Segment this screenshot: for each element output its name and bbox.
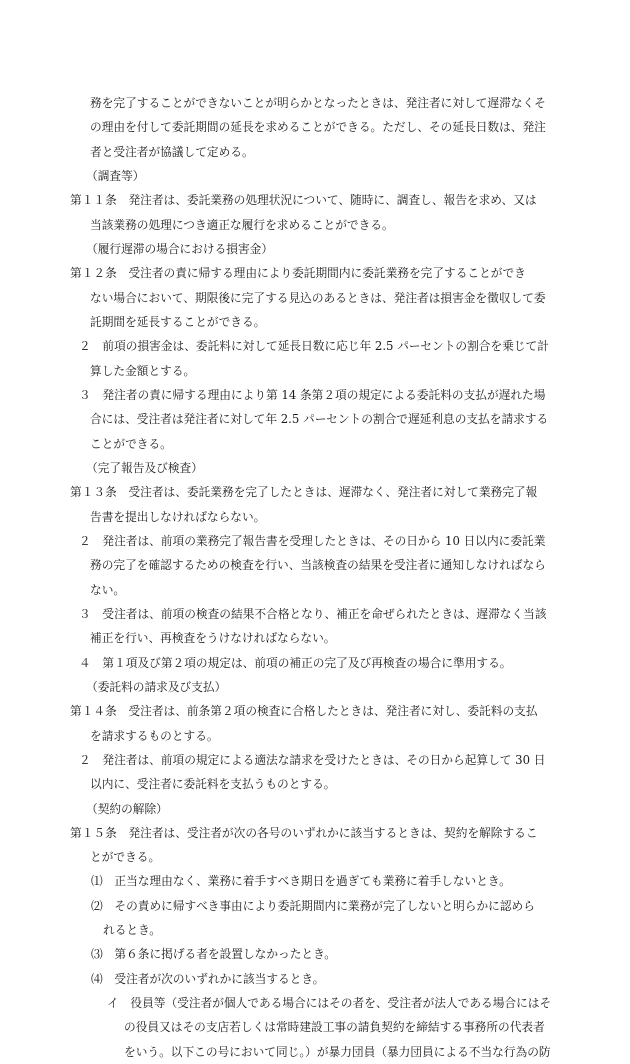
section-heading: （履行遅滞の場合における損害金）	[86, 242, 274, 256]
text-line: ことができる。	[90, 437, 172, 451]
section-heading: （委託料の請求及び支払）	[86, 680, 227, 694]
article-line: 第１５条 発注者は、受注者が次の各号のいずれかに該当するときは、契約を解除するこ	[70, 826, 538, 840]
paragraph-line: ３ 受注者は、前項の検査の結果不合格となり、補正を命ぜられたときは、遅滞なく当該	[79, 607, 547, 621]
text-line: の理由を付して委託期間の延長を求めることができる。ただし、その延長日数は、発注	[90, 120, 546, 134]
text-line: 告書を提出しなければならない。	[90, 510, 266, 524]
section-heading: （完了報告及び検査）	[86, 461, 203, 475]
text-line: 託期間を延長することができる。	[90, 315, 266, 329]
text-line: 合には、受注者は発注者に対して年 2.5 パーセントの割合で遅延利息の支払を請求する	[90, 412, 549, 426]
text-line: を請求するものとする。	[90, 729, 219, 743]
text-line: をいう。以下この号において同じ。）が暴力団員（暴力団員による不当な行為の防	[124, 1045, 551, 1059]
section-heading: （契約の解除）	[86, 802, 168, 816]
paragraph-line: ３ 発注者の責に帰する理由により第 14 条第２項の規定による委託料の支払が遅れた場	[79, 388, 546, 402]
text-line: 当該業務の処理につき適正な履行を求めることができる。	[90, 218, 394, 232]
text-line: ⑶ 第６条に掲げる者を設置しなかったとき。	[91, 947, 336, 961]
text-line: れるとき。	[103, 923, 161, 937]
text-line: 務の完了を確認するための検査を行い、当該検査の結果を受注者に通知しなければなら	[90, 558, 546, 572]
article-line: 第１４条 受注者は、前条第２項の検査に合格したときは、発注者に対し、委託料の支払	[70, 704, 538, 718]
text-line: ⑴ 正当な理由なく、業務に着手すべき期日を過ぎても業務に着手しないとき。	[91, 874, 511, 888]
text-line: 算した金額とする。	[90, 364, 196, 378]
text-line: とができる。	[90, 850, 161, 864]
section-heading: （調査等）	[86, 169, 145, 183]
text-line: イ 役員等（受注者が個人である場合にはその者を、受注者が法人である場合にはそ	[107, 996, 552, 1010]
paragraph-line: ２ 前項の損害金は、委託料に対して延長日数に応じ年 2.5 パーセントの割合を乗じて計	[79, 339, 549, 353]
article-line: 第１２条 受注者の責に帰する理由により委託期間内に委託業務を完了することができ	[70, 266, 526, 280]
text-line: ⑷ 受注者が次のいずれかに該当するとき。	[91, 972, 325, 986]
text-line: ない。	[90, 583, 126, 597]
text-line: ない場合において、期限後に完了する見込のあるときは、発注者は損害金を徴収して委	[90, 291, 546, 305]
paragraph-line: ４ 第１項及び第２項の規定は、前項の補正の完了及び再検査の場合に準用する。	[79, 656, 512, 670]
text-line: 者と受注者が協議して定める。	[90, 145, 254, 159]
text-line: の役員又はその支店若しくは常時建設工事の請負契約を締結する事務所の代表者	[124, 1020, 545, 1034]
article-line: 第１１条 発注者は、委託業務の処理状況について、随時に、調査し、報告を求め、又は	[70, 193, 537, 207]
text-line: 務を完了することができないことが明らかとなったときは、発注者に対して遅滞なくそ	[90, 96, 546, 110]
text-line: ⑵ その責めに帰すべき事由により委託期間内に業務が完了しないと明らかに認めら	[91, 899, 535, 913]
paragraph-line: ２ 発注者は、前項の規定による適法な請求を受けたときは、その日から起算して 30 日	[79, 753, 546, 767]
text-line: 以内に、受注者に委託料を支払うものとする。	[90, 777, 336, 791]
paragraph-line: ２ 発注者は、前項の業務完了報告書を受理したときは、その日から 10 日以内に委託業	[79, 534, 546, 548]
text-line: 補正を行い、再検査をうけなければならない。	[90, 631, 336, 645]
article-line: 第１３条 受注者は、委託業務を完了したときは、遅滞なく、発注者に対して業務完了報	[70, 485, 538, 499]
